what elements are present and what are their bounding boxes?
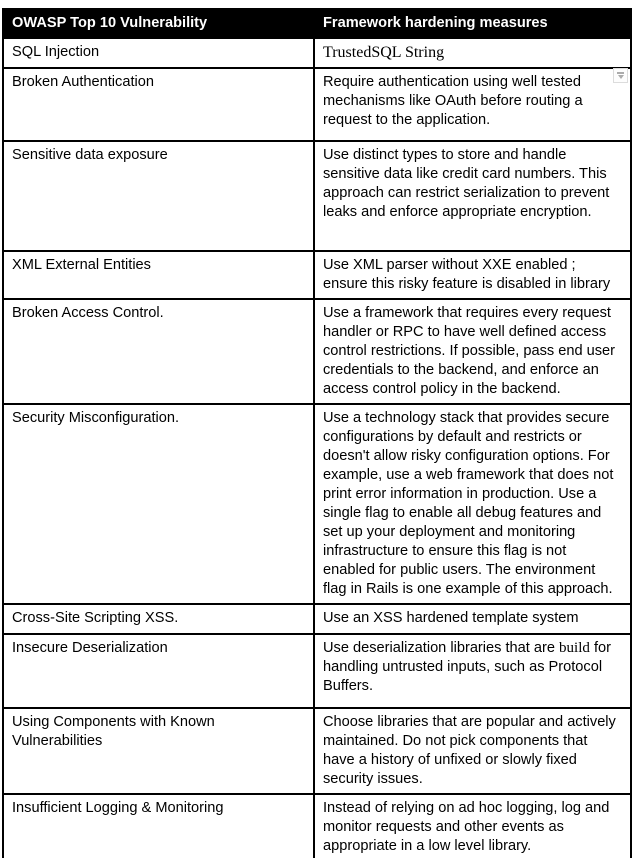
header-measures-column: Framework hardening measures xyxy=(314,9,631,38)
measure-text-suffix: for handling untrusted inputs, such as Protocol Buffers. xyxy=(323,640,611,694)
table-row xyxy=(3,404,631,604)
dropdown-triangle-icon xyxy=(618,75,624,79)
table-row xyxy=(3,604,631,634)
measure-cell xyxy=(314,38,631,68)
dropdown-triangle-icon xyxy=(617,72,624,74)
measure-cell xyxy=(314,634,631,708)
measure-cell: Use an XSS hardened template system xyxy=(314,604,631,634)
vulnerability-cell: Security Misconfiguration. xyxy=(3,404,314,604)
measure-cell: Use a framework that requires every request handler or RPC to have well defined access control restrictions. If possible, pass end user credentials to the backend, and enforce an access control policy in the backend. xyxy=(314,299,631,404)
vulnerability-cell: Sensitive data exposure xyxy=(3,141,314,251)
vulnerability-cell: Insecure Deserialization xyxy=(3,634,314,708)
measure-cell: Require authentication using well tested mechanisms like OAuth before routing a request to the application. xyxy=(314,68,631,141)
table-header-row xyxy=(3,9,631,38)
measure-text-prefix: Use deserialization libraries that are xyxy=(323,640,560,656)
table-row xyxy=(3,794,631,858)
vulnerability-cell: Cross-Site Scripting XSS. xyxy=(3,604,314,634)
vulnerability-cell: SQL Injection xyxy=(3,38,314,68)
trustedsql-text: TrustedSQL String xyxy=(323,44,445,61)
measure-cell: Use distinct types to store and handle sensitive data like credit card numbers. This approach can restrict serialization to prevent leaks and enforce appropriate encryption. xyxy=(314,141,631,251)
measure-cell: Use XML parser without XXE enabled ; ensure this risky feature is disabled in library xyxy=(314,251,631,299)
table-row xyxy=(3,68,631,141)
table-row xyxy=(3,251,631,299)
header-vulnerability-column: OWASP Top 10 Vulnerability xyxy=(3,9,314,38)
owasp-hardening-table xyxy=(2,8,632,858)
vulnerability-cell: Using Components with Known Vulnerabilities xyxy=(3,708,314,794)
serif-word: build xyxy=(559,640,590,656)
table-row xyxy=(3,141,631,251)
collapsed-comment-marker-button[interactable] xyxy=(613,68,628,83)
measure-cell: Instead of relying on ad hoc logging, log and monitor requests and other events as appropriate in a low level library. xyxy=(314,794,631,858)
table-row xyxy=(3,299,631,404)
vulnerability-cell: Broken Authentication xyxy=(3,68,314,141)
measure-cell: Use a technology stack that provides secure configurations by default and restricts or doesn't allow risky configuration options. For example, use a web framework that does not print error information in production. Use a single flag to enable all debug features and set up your deployment and monitoring infrastructure to ensure this flag is not enabled for public users. The environment flag in Rails is one example of this approach. xyxy=(314,404,631,604)
vulnerability-cell: Insufficient Logging & Monitoring xyxy=(3,794,314,858)
table-row xyxy=(3,708,631,794)
vulnerability-cell: XML External Entities xyxy=(3,251,314,299)
measure-cell: Choose libraries that are popular and actively maintained. Do not pick components that have a history of unfixed or slowly fixed security issues. xyxy=(314,708,631,794)
table-row xyxy=(3,634,631,708)
table-row xyxy=(3,38,631,68)
vulnerability-cell: Broken Access Control. xyxy=(3,299,314,404)
